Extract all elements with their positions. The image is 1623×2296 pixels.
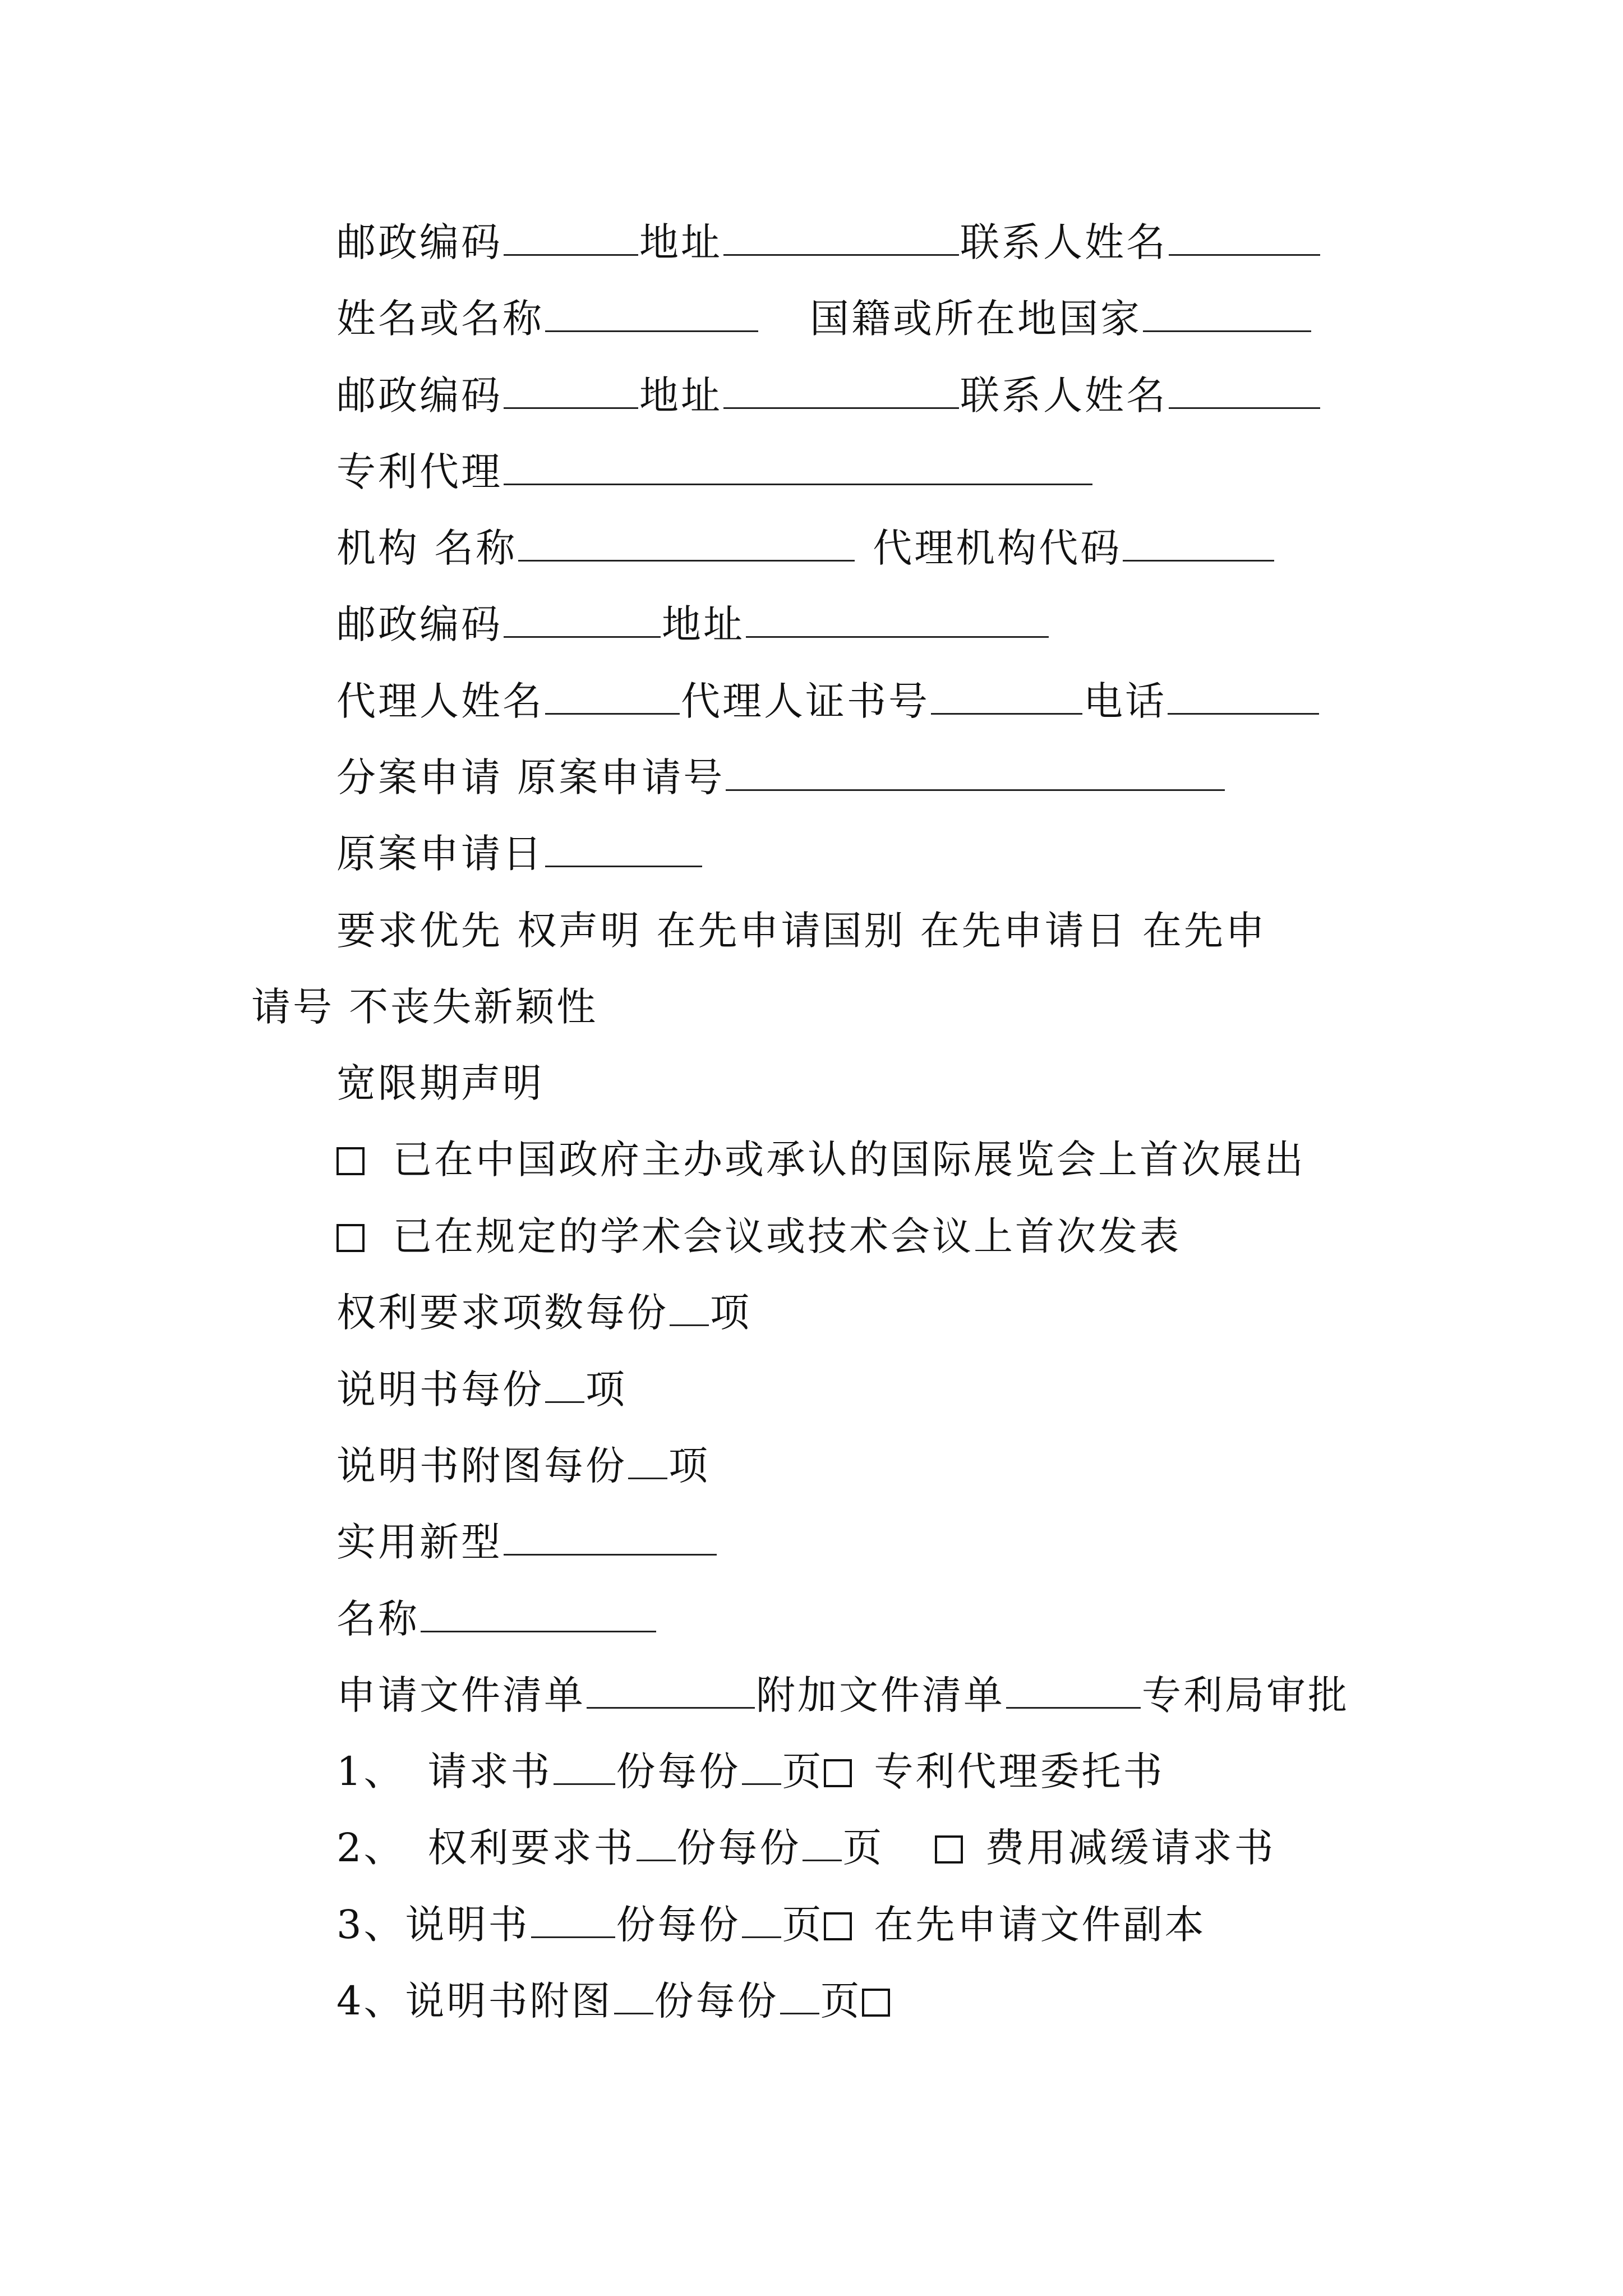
blank-agent-cert[interactable] [931, 712, 1082, 715]
blank-postcode[interactable] [504, 636, 661, 638]
blank-original-app-no[interactable] [726, 789, 1225, 791]
item-number: 2、 [336, 1825, 405, 1871]
blank-copies[interactable] [554, 1783, 615, 1785]
blank-application-files[interactable] [587, 1706, 755, 1709]
label-address: 地址 [639, 219, 722, 265]
label-agent-name: 代理人姓名 [336, 678, 544, 724]
label-fee-reduction: 费用减缓请求书 [985, 1825, 1276, 1871]
label-postcode: 邮政编码 [336, 219, 502, 265]
blank-drawings[interactable] [628, 1477, 667, 1479]
label-postcode: 邮政编码 [336, 601, 502, 647]
label-patent-office: 专利局审批 [1142, 1672, 1349, 1718]
label-page: 页 [820, 1978, 862, 2024]
blank-utility-model[interactable] [504, 1553, 717, 1556]
blank-address[interactable] [723, 254, 959, 256]
blank-phone[interactable] [1168, 712, 1319, 715]
grace-period-label: 宽限期声明 [336, 1060, 544, 1106]
priority-claim-line [336, 908, 1267, 954]
agent-line [336, 678, 1320, 724]
label-description-doc: 3、说明书 [336, 1902, 530, 1948]
label-original-date: 原案申请日 [336, 831, 544, 877]
exhibition-option [336, 1137, 1306, 1182]
label-agent-cert: 代理人证书号 [681, 678, 930, 724]
label-item: 项 [710, 1290, 751, 1336]
label-copies: 份每份 [676, 1825, 801, 1871]
label-page: 页 [782, 1749, 824, 1795]
file-list-line [336, 1672, 1349, 1718]
label-page: 页 [782, 1902, 824, 1948]
checkbox[interactable] [935, 1835, 963, 1864]
blank-original-date[interactable] [545, 865, 702, 867]
blank-pages[interactable] [742, 1936, 781, 1938]
conference-label: 已在规定的学术会议或技术会议上首次发表 [393, 1213, 1181, 1259]
label-claims-doc: 权利要求书 [427, 1825, 635, 1871]
file-item-1 [336, 1749, 1165, 1795]
checkbox[interactable] [336, 1147, 365, 1175]
blank-description[interactable] [545, 1401, 584, 1403]
label-item: 项 [585, 1366, 627, 1412]
blank-postcode[interactable] [504, 254, 638, 256]
agency-address-line [336, 601, 1050, 647]
blank-patent-agency[interactable] [504, 483, 1092, 485]
original-date-line [336, 831, 703, 877]
checkbox[interactable] [824, 1912, 852, 1940]
blank-copies[interactable] [637, 1859, 676, 1861]
label-name: 姓名或名称 [336, 296, 544, 342]
blank-postcode[interactable] [504, 407, 638, 409]
label-copies: 份每份 [616, 1749, 741, 1795]
label-contact-name: 联系人姓名 [960, 372, 1168, 418]
description-count-line [336, 1366, 627, 1412]
label-title: 名称 [336, 1596, 419, 1642]
file-item-3 [336, 1902, 1206, 1948]
label-copies: 份每份 [616, 1902, 741, 1948]
label-utility-model: 实用新型 [336, 1519, 502, 1565]
label-copies: 份每份 [654, 1978, 779, 2024]
drawings-count-line [336, 1443, 710, 1489]
agency-name-line [336, 525, 1275, 571]
blank-nationality[interactable] [1143, 330, 1311, 332]
label-address: 地址 [662, 601, 745, 647]
applicant-name-line [336, 296, 1312, 342]
label-priority-copy: 在先申请文件副本 [874, 1902, 1206, 1948]
blank-agent-name[interactable] [545, 712, 680, 715]
blank-copies[interactable] [614, 2012, 653, 2014]
divisional-application-line [336, 754, 1226, 800]
checkbox[interactable] [862, 1989, 890, 2017]
label-attached-files: 附加文件清单 [756, 1672, 1005, 1718]
label-drawings: 说明书附图每份 [336, 1443, 627, 1489]
label-postcode: 邮政编码 [336, 372, 502, 418]
priority-claim-text: 要求优先 权声明 在先申请国别 在先申请日 在先申 [336, 908, 1267, 954]
conference-option [336, 1213, 1181, 1259]
blank-claims[interactable] [670, 1324, 709, 1326]
label-divisional: 分案申请 原案申请号 [336, 754, 725, 800]
blank-copies[interactable] [531, 1936, 615, 1938]
blank-name[interactable] [545, 330, 758, 332]
label-claims: 权利要求项数每份 [336, 1290, 668, 1336]
label-request: 请求书 [427, 1749, 552, 1795]
applicant-contact-line-1 [336, 219, 1321, 265]
claims-count-line [336, 1290, 751, 1336]
label-drawings-doc: 4、说明书附图 [336, 1978, 613, 2024]
blank-address[interactable] [723, 407, 959, 409]
label-application-files: 申请文件清单 [336, 1672, 585, 1718]
label-page: 页 [842, 1825, 884, 1871]
label-description: 说明书每份 [336, 1366, 544, 1412]
file-item-4 [336, 1978, 890, 2024]
label-contact-name: 联系人姓名 [960, 219, 1168, 265]
title-line [336, 1596, 657, 1642]
blank-pages[interactable] [803, 1859, 842, 1861]
blank-contact-name[interactable] [1169, 407, 1320, 409]
label-phone: 电话 [1083, 678, 1166, 724]
priority-claim-line-cont [251, 984, 598, 1030]
checkbox[interactable] [336, 1224, 365, 1252]
label-item: 项 [668, 1443, 710, 1489]
label-address: 地址 [639, 372, 722, 418]
file-item-2 [336, 1825, 1276, 1871]
utility-model-line [336, 1519, 718, 1565]
blank-agency-name[interactable] [518, 559, 855, 562]
blank-contact-name[interactable] [1169, 254, 1320, 256]
blank-pages[interactable] [780, 2012, 819, 2014]
patent-agency-line [336, 449, 1094, 495]
label-agency-code: 代理机构代码 [873, 525, 1122, 571]
blank-title[interactable] [421, 1630, 656, 1632]
grace-period-line [336, 1060, 544, 1106]
exhibition-label: 已在中国政府主办或承认的国际展览会上首次展出 [393, 1137, 1306, 1182]
label-power-of-attorney: 专利代理委托书 [874, 1749, 1165, 1795]
label-agency-name: 机构 名称 [336, 525, 518, 571]
item-number: 1、 [336, 1749, 405, 1795]
priority-claim-text-cont: 请号 不丧失新颖性 [251, 984, 598, 1030]
label-nationality: 国籍或所在地国家 [810, 296, 1142, 342]
blank-agency-code[interactable] [1123, 559, 1274, 562]
blank-attached-files[interactable] [1006, 1706, 1141, 1709]
applicant-contact-line-2 [336, 372, 1321, 418]
label-patent-agency: 专利代理 [336, 449, 502, 495]
blank-pages[interactable] [742, 1783, 781, 1785]
blank-address[interactable] [746, 636, 1049, 638]
checkbox[interactable] [824, 1759, 852, 1787]
